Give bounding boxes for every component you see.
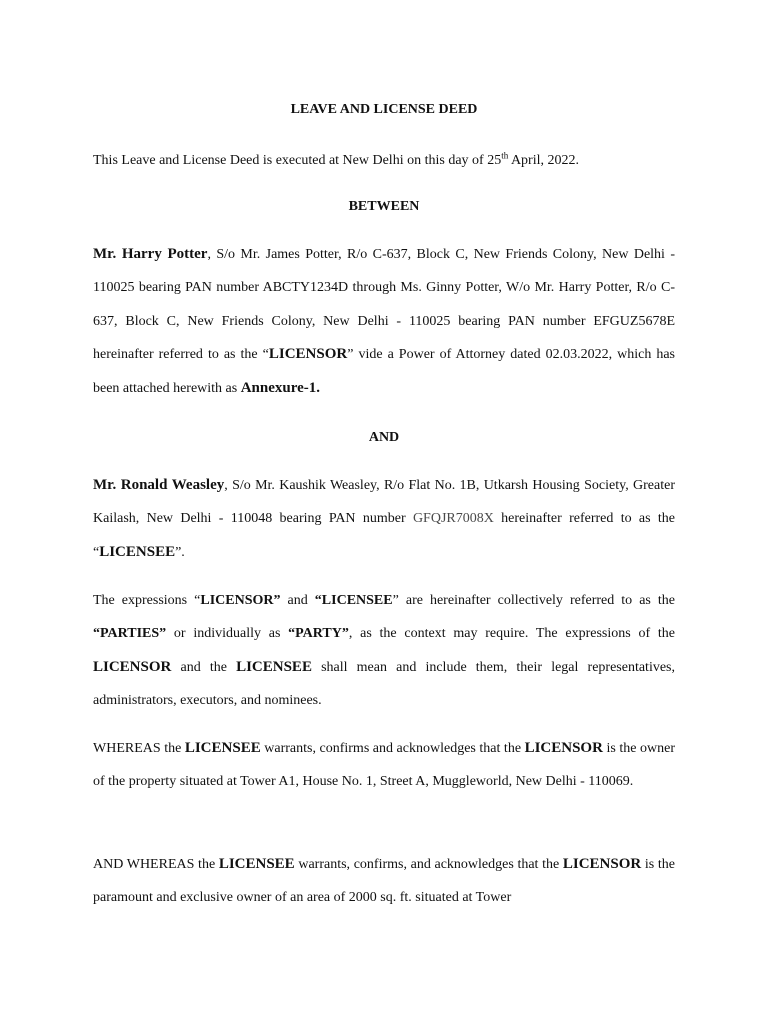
party-term: “PARTY”	[288, 626, 349, 642]
whereas2-text-3: is the paramount and exclusive owner of an area of 2000 sq. ft. situated at Tower	[93, 857, 675, 906]
intro-text: This Leave and License Deed is executed at New Delhi on this day of 25	[93, 153, 502, 168]
document-title: LEAVE AND LICENSE DEED	[290, 102, 478, 117]
licensee-text-2: hereinafter referred to as the “	[93, 511, 675, 560]
licensee-text: , S/o Mr. Kaushik Weasley, R/o Flat No. 1B, Utkarsh Housing Society, Greater Kailash, New Delhi - 110048 bearing PAN number	[93, 478, 675, 527]
whereas1-text-3: is the owner of the property situated at Tower A1, House No. 1, Street A, Muggleworld, New Delhi - 110069.	[93, 741, 675, 790]
whereas2-licensee: LICENSEE	[218, 856, 295, 872]
intro-text-end: April, 2022.	[508, 153, 579, 168]
licensor-text: , S/o Mr. James Potter, R/o C-637, Block C, New Friends Colony, New Delhi - 110025 bearing PAN number ABCTY1234D through Ms. Ginny Potter, W/o Mr. Harry Potter, R/o C-637, Block C, New Friends Colony, New Delhi - 110025 bearing PAN number EFGUZ5678E hereinafter referred to as the “	[93, 247, 676, 363]
whereas1-text-2: warrants, confirms and acknowledges that the	[260, 741, 525, 756]
whereas-paragraph-2	[93, 848, 675, 915]
parties-licensor: LICENSOR”	[200, 593, 281, 608]
whereas1-licensor: LICENSOR	[524, 740, 603, 756]
parties-text-4: or individually as	[166, 626, 289, 642]
intro-paragraph	[93, 150, 693, 169]
parties-text-2: and	[280, 593, 315, 608]
whereas2-text: AND WHEREAS the	[93, 857, 219, 872]
licensor-text-2: ” vide a Power of Attorney dated 02.03.2022, which has been attached herewith as	[93, 347, 676, 396]
whereas1-licensee: LICENSEE	[184, 740, 261, 756]
licensor-name: Mr. Harry Potter	[93, 246, 208, 262]
licensor-paragraph	[93, 238, 675, 405]
parties-text-6: and the	[171, 659, 237, 675]
parties-paragraph	[93, 584, 675, 718]
licensee-pan: GFQJR7008X	[412, 511, 494, 527]
licensee-paragraph	[93, 469, 675, 569]
licensee-name: Mr. Ronald Weasley	[93, 477, 225, 493]
whereas1-text: WHEREAS the	[93, 741, 185, 756]
parties-text-7: shall mean and include them, their legal representatives, administrators, executors, and nominees.	[93, 659, 675, 709]
parties-text-5: , as the context may require. The expressions of the	[348, 626, 675, 642]
between-heading: BETWEEN	[348, 199, 420, 214]
parties-term: “PARTIES”	[93, 626, 167, 642]
licensor-role: LICENSOR	[268, 346, 348, 363]
licensee-role: LICENSEE	[99, 543, 176, 560]
annexure-label: Annexure-1.	[240, 379, 321, 396]
parties-licensee: “LICENSEE	[314, 593, 393, 608]
parties-text: The expressions “	[93, 593, 201, 608]
parties-licensor-2: LICENSOR	[93, 658, 172, 675]
parties-text-3: ” are hereinafter collectively referred to as the	[392, 593, 675, 608]
licensee-text-3: ”.	[175, 544, 185, 560]
whereas-paragraph-1	[93, 732, 675, 799]
and-heading: AND	[368, 430, 400, 445]
intro-superscript: th	[501, 150, 509, 161]
whereas2-licensor: LICENSOR	[562, 856, 642, 872]
parties-licensee-2: LICENSEE	[236, 658, 312, 675]
whereas2-text-2: warrants, confirms, and acknowledges that the	[294, 857, 563, 872]
